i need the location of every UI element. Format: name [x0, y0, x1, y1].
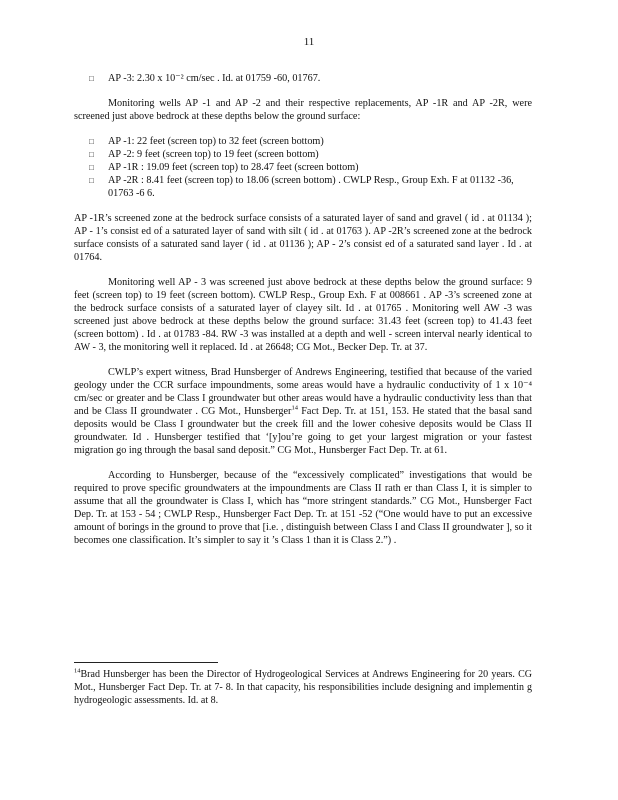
- paragraph-expert-witness: [74, 366, 532, 457]
- footnote: [74, 668, 532, 707]
- list-item: □ AP -2R : 8.41 feet (screen top) to 18.06 (screen bottom) . CWLP Resp., Group Exh. F at 01132 -36, 01763 -6 6.: [74, 174, 532, 200]
- footnote-divider: [74, 662, 218, 663]
- footnote-text: Brad Hunsberger has been the Director of Hydrogeological Services at Andrews Engineering for 20 years. CG Mot., Hunsberger Fact Dep. Tr. at 7- 8. In that capacity, his responsibilities include designing and implementin g hydrogeologic assessments. Id. at 8.: [74, 669, 532, 706]
- expert-text-part1: CWLP’s expert witness, Brad Hunsberger of Andrews Engineering, testified that because of the varied geology under the CCR surface impoundments, some areas would have a hydraulic conductivity of 1 x 10⁻⁴ cm/sec or greater and be Class I groundwater but other areas would have a hydraulic conductivity less than that and be Class II groundwater . CG Mot., Hunsberger: [74, 367, 532, 417]
- list-item: □ AP -1: 22 feet (screen top) to 32 feet (screen bottom): [74, 135, 532, 148]
- page-number: 11: [303, 36, 315, 48]
- paragraph-ap3: Monitoring well AP - 3 was screened just above bedrock at these depths below the ground surface: 9 feet (screen top) to 19 feet (screen bottom). CWLP Resp., Group Exh. F at 008661 . AP -3’s screened zone at the bedrock surface consists of a saturated layer of clayey silt. Id . at 01765 . Monitoring well AW -3 was screened just above bedrock at these depths below the ground surface: 31.43 feet (screen top) to 41.43 feet (screen bottom) . Id . at 01783 -84. RW -3 was installed at a depth and well - screen interval nearly identical to AW - 3, the monitoring well it replaced. Id . at 26648; CG Mot., Becker Dep. Tr. at 37.: [74, 277, 532, 353]
- footnote-reference: 14: [291, 404, 298, 412]
- bullet-list-conductivity: [74, 72, 532, 85]
- paragraph-monitoring-intro: Monitoring wells AP -1 and AP -2 and their respective replacements, AP -1R and AP -2R, were screened just above bedrock at these depths below the ground surface:: [74, 98, 532, 122]
- list-item: □ AP -1R : 19.09 feet (screen top) to 28.47 feet (screen bottom): [74, 161, 532, 174]
- document-body: [74, 72, 532, 547]
- list-item: □ AP -2: 9 feet (screen top) to 19 feet (screen bottom): [74, 148, 532, 161]
- expert-text-part2: Fact Dep. Tr. at 151, 153. He stated that the basal sand deposits would be Class I groundwater but the creek fill and the lower cohesive deposits would be Class II groundwater. Id . Hunsberger testified that ‘[y]ou’re going to get your largest migration or your fastest migration go ing through the basal sand deposit.” CG Mot., Hunsberger Fact Dep. Tr. at 61.: [74, 406, 532, 456]
- list-item: □ AP -3: 2.30 x 10⁻² cm/sec . Id. at 01759 -60, 01767.: [74, 72, 532, 85]
- paragraph-according: According to Hunsberger, because of the “excessively complicated” investigations that would be required to prove specific groundwaters at the impoundments are Class II rath er than Class I, it is simpler to assume that all the groundwater is Class I, which has “more stringent standards.” CG Mot., Hunsberger Fact Dep. Tr. at 153 - 54 ; CWLP Resp., Hunsberger Fact Dep. Tr. at 151 -52 (“One would have to put an excessive amount of borings in the ground to prove that [i.e. , distinguish between Class I and Class II groundwater ], so it becomes one classification. It’s simpler to say it ’s Class 1 than it is Class 2.”) .: [74, 470, 532, 546]
- footnote-marker: 14: [74, 667, 81, 675]
- paragraph-screened-zone: AP -1R’s screened zone at the bedrock surface consists of a saturated layer of sand and gravel ( id . at 01134 ); AP - 1’s consist ed of a saturated layer of sand with silt ( id . at 01763 ). AP -2R’s screened zone at the bedrock surface consists of a saturated sand layer ( id . at 01136 ); AP - 2’s consist ed of a saturated sand layer . Id . at 01764.: [74, 213, 532, 263]
- bullet-list-depths: [74, 135, 532, 200]
